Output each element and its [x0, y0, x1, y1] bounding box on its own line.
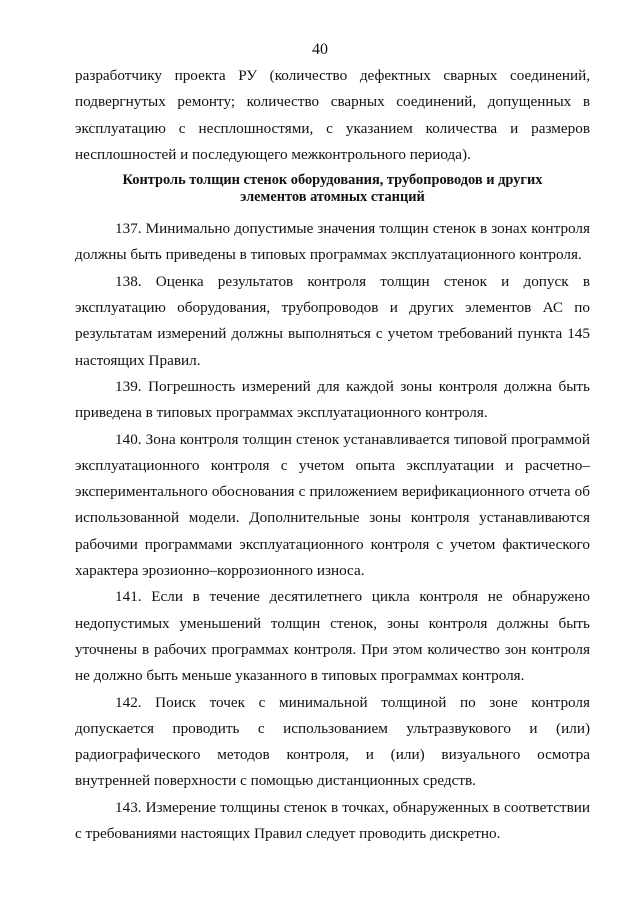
page-number: 40 — [312, 41, 328, 58]
paragraph-139: 139. Погрешность измерений для каждой зоны контроля должна быть приведена в типовых программах эксплуатационного контроля. — [75, 377, 590, 422]
continuation-paragraph: разработчику проекта РУ (количество дефектных сварных соединений, подвергнутых ремонту; количество сварных соединений, допущенных в эксплуатацию с несплошностями, с указанием количества и размеров несплошностей и последующего межконтрольного периода). — [75, 67, 590, 163]
document-body — [75, 63, 590, 847]
paragraph-140: 140. Зона контроля толщин стенок устанавливается типовой программой эксплуатационного контроля с учетом опыта эксплуатации и расчетно–экспериментального обоснования с приложением верификационного отчета об использованной модели. Дополнительные зоны контроля устанавливаются рабочими программами эксплуатационного контроля с учетом фактического характера эрозионно–коррозионного износа. — [75, 430, 590, 580]
paragraph-143: 143. Измерение толщины стенок в точках, обнаруженных в соответствии с требованиями настоящих Правил следует проводить дискретно. — [75, 798, 590, 843]
section-heading: Контроль толщин стенок оборудования, трубопроводов и других элементов атомных станций — [122, 172, 543, 206]
paragraph-137: 137. Минимально допустимые значения толщин стенок в зонах контроля должны быть приведены в типовых программах эксплуатационного контроля. — [75, 220, 590, 264]
paragraph-138: 138. Оценка результатов контроля толщин стенок и допуск в эксплуатацию оборудования, трубопроводов и других элементов АС по результатам измерений должны выполняться с учетом требований пункта 145 настоящих Правил. — [75, 272, 590, 369]
paragraph-141: 141. Если в течение десятилетнего цикла контроля не обнаружено недопустимых уменьшений толщин стенок, зоны контроля должны быть уточнены в рабочих программах контроля. При этом количество зон контроля не должно быть меньше указанного в типовых программах контроля. — [75, 588, 590, 685]
paragraph-142: 142. Поиск точек с минимальной толщиной по зоне контроля допускается проводить с использованием ультразвукового и (или) радиографического методов контроля, и (или) визуального осмотра внутренней поверхности с помощью дистанционных средств. — [75, 693, 590, 790]
